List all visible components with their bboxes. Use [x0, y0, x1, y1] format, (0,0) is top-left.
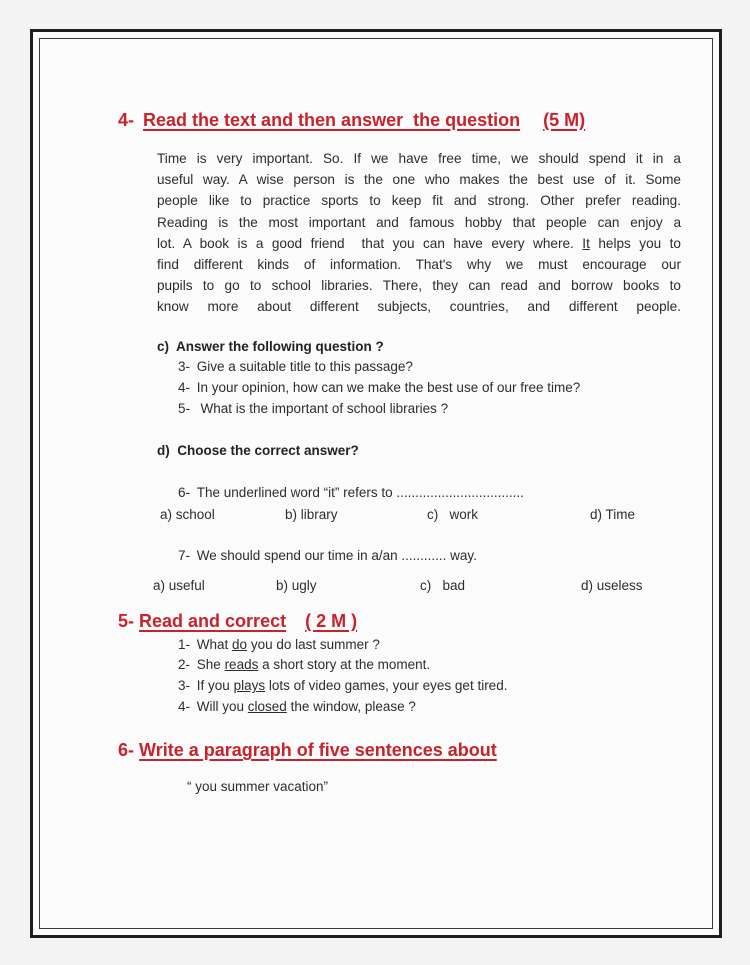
question-7: [178, 548, 477, 563]
option-d[interactable]: d) useless: [581, 578, 643, 593]
q6-number: 6-: [118, 740, 135, 760]
q4-heading: [118, 110, 585, 131]
passage-text: helps you to: [589, 235, 681, 251]
option-a[interactable]: a) useful: [153, 578, 205, 593]
underlined-word: closed: [247, 699, 287, 714]
question-item: [178, 359, 413, 374]
item-text: you do last summer ?: [247, 637, 380, 652]
option-b[interactable]: b) library: [285, 507, 338, 522]
passage-line: Reading is the most important and famous hobby that people can enjoy a: [157, 214, 681, 230]
q5-number: 5-: [118, 611, 135, 631]
underlined-word: plays: [233, 678, 266, 693]
passage-line: know more about different subjects, countries, and different people.: [157, 299, 681, 315]
passage-line: useful way. A wise person is the one who makes the best use of it. Some: [157, 172, 681, 188]
q6-heading: [118, 740, 497, 761]
option-d[interactable]: d) Time: [590, 507, 636, 522]
item-text: the window, please ?: [286, 699, 416, 714]
q4-marks: (5 M): [543, 110, 586, 130]
option-c[interactable]: c) bad: [420, 578, 466, 593]
underlined-it: It: [582, 235, 590, 251]
item-text: She: [196, 657, 225, 672]
correction-item: [178, 657, 430, 672]
passage-line: Time is very important. So. If we have free time, we should spend it in a: [157, 151, 681, 166]
item-number: 7-: [178, 548, 191, 563]
passage-text: lot. A book is a good friend that you can have every where.: [157, 235, 583, 251]
passage-line: [157, 233, 681, 254]
passage-line: people like to practice sports to keep fit and strong. Other prefer reading.: [157, 193, 681, 209]
item-text: lots of video games, your eyes get tired.: [265, 678, 508, 693]
question-item: [178, 401, 448, 416]
q5-marks: ( 2 M ): [305, 611, 358, 631]
underlined-word: do: [232, 637, 248, 652]
paragraph-topic: “ you summer vacation”: [187, 779, 329, 794]
option-b[interactable]: b) ugly: [276, 578, 317, 593]
item-number: 4-: [178, 699, 191, 714]
item-text: What is the important of school libraries ?: [196, 401, 449, 416]
q4-number: 4-: [118, 110, 135, 130]
q5-title: Read and correct: [139, 611, 287, 631]
item-number: 2-: [178, 657, 191, 672]
item-text: a short story at the moment.: [258, 657, 431, 672]
underlined-word: reads: [224, 657, 259, 672]
item-number: 4-: [178, 380, 191, 395]
question-item: [178, 380, 580, 395]
item-text: The underlined word “it” refers to ..................................: [196, 485, 524, 500]
item-text: We should spend our time in a/an ............ way.: [196, 548, 477, 563]
reading-passage: [157, 148, 681, 318]
correction-item: [178, 637, 380, 652]
q6-title: Write a paragraph of five sentences about: [139, 740, 497, 760]
q4-title: Read the text and then answer the question: [143, 110, 521, 130]
option-c[interactable]: c) work: [427, 507, 479, 522]
item-number: 6-: [178, 485, 191, 500]
q5-heading: [118, 611, 357, 632]
passage-line: pupils to go to school libraries. There, they can read and borrow books to: [157, 278, 681, 294]
part-d-heading: d) Choose the correct answer?: [157, 443, 359, 458]
item-number: 3-: [178, 359, 191, 374]
item-number: 5-: [178, 401, 191, 416]
item-number: 1-: [178, 637, 191, 652]
option-a[interactable]: a) school: [160, 507, 215, 522]
item-text: In your opinion, how can we make the best use of our free time?: [196, 380, 581, 395]
item-text: Will you: [196, 699, 248, 714]
passage-line: find different kinds of information. That's why we must encourage our: [157, 256, 681, 272]
question-6: [178, 485, 524, 500]
correction-item: [178, 699, 416, 714]
part-c-heading: c) Answer the following question ?: [157, 339, 384, 354]
item-text: What: [196, 637, 233, 652]
item-text: If you: [196, 678, 234, 693]
item-text: Give a suitable title to this passage?: [196, 359, 413, 374]
item-number: 3-: [178, 678, 191, 693]
correction-item: [178, 678, 507, 693]
